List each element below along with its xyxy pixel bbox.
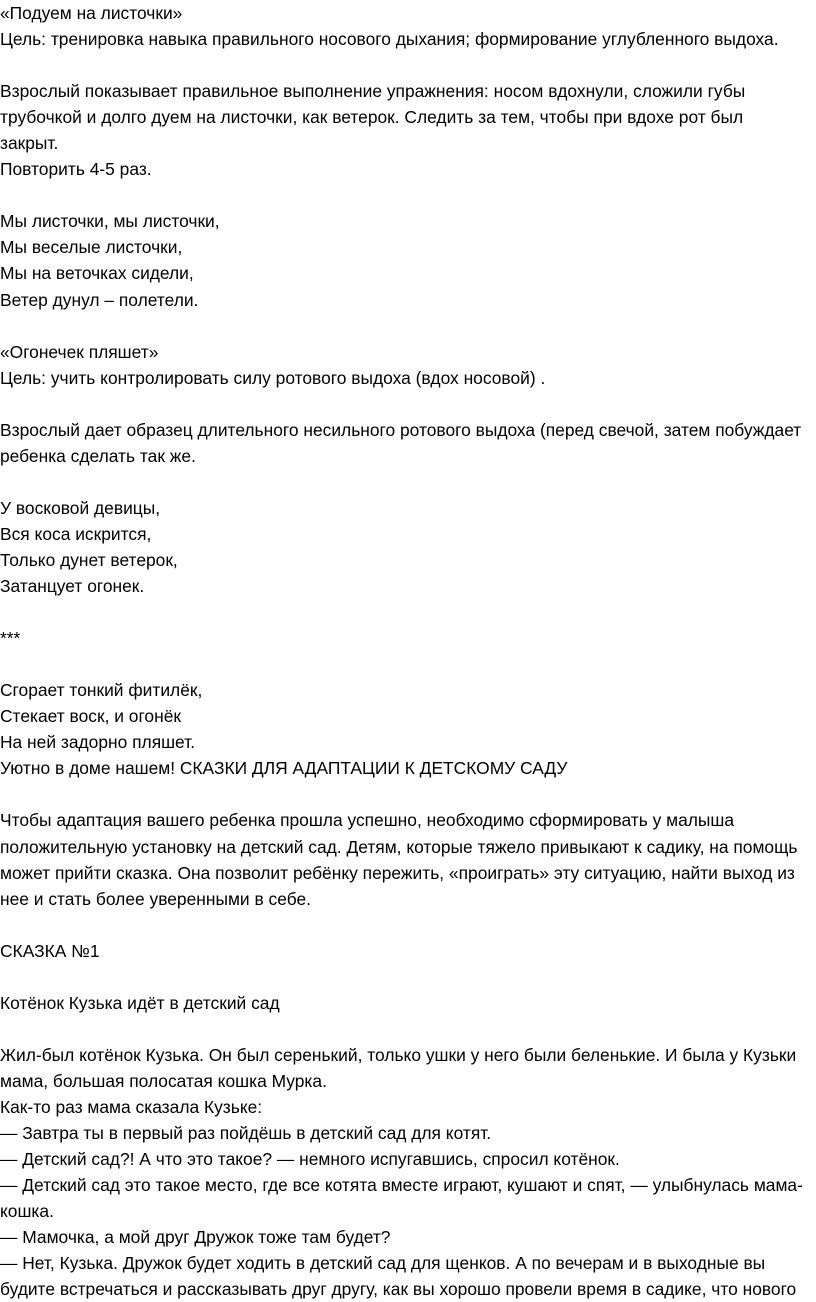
- poem-line: Мы листочки, мы листочки,: [0, 211, 220, 232]
- blank-line: [0, 651, 816, 677]
- exercise-title-flame: «Огонечек пляшет»: [0, 341, 159, 362]
- blank-line: [0, 313, 816, 339]
- paragraph-line: закрыт.: [0, 133, 59, 154]
- blank-line: [0, 52, 816, 78]
- paragraph-line: Взрослый показывает правильное выполнение упражнения: носом вдохнули, сложили губы: [0, 81, 746, 102]
- story-line: — Мамочка, а мой друг Дружок тоже там будет?: [0, 1227, 391, 1248]
- blank-line: [0, 964, 816, 990]
- story-line: — Завтра ты в первый раз пойдёшь в детский сад для котят.: [0, 1123, 492, 1144]
- story-line: Жил-был котёнок Кузька. Он был серенький, только ушки у него были беленькие. И была у Кузьки: [0, 1044, 797, 1065]
- poem-line: Ветер дунул – полетели.: [0, 289, 199, 310]
- paragraph-line: может прийти сказка. Она позволит ребёнку пережить, «проиграть» эту ситуацию, найти выход из: [0, 862, 795, 883]
- poem-line: Сгорает тонкий фитилёк,: [0, 680, 203, 701]
- paragraph-line: положительную установку на детский сад. Детям, которые тяжело привыкают к садику, на помощь: [0, 836, 798, 857]
- poem-line: У восковой девицы,: [0, 497, 161, 518]
- poem-line: Мы на веточках сидели,: [0, 263, 194, 284]
- story-number-heading: СКАЗКА №1: [0, 940, 100, 961]
- story-line: — Нет, Кузька. Дружок будет ходить в детский сад для щенков. А по вечерам и в выходные вы: [0, 1253, 766, 1274]
- poem-line-with-heading: Уютно в доме нашем! СКАЗКИ ДЛЯ АДАПТАЦИИ К ДЕТСКОМУ САДУ: [0, 758, 568, 779]
- poem-line: Затанцует огонек.: [0, 576, 145, 597]
- story-line: кошка.: [0, 1201, 54, 1222]
- exercise-title-leaves: «Подуем на листочки»: [0, 3, 183, 23]
- paragraph-line: Повторить 4-5 раз.: [0, 159, 152, 180]
- paragraph-line: Взрослый дает образец длительного несильного ротового выдоха (перед свечой, затем побуждает: [0, 419, 802, 440]
- poem-line: Мы веселые листочки,: [0, 237, 183, 258]
- exercise-goal-flame: Цель: учить контролировать силу ротового выдоха (вдох носовой) .: [0, 367, 546, 388]
- blank-line: [0, 1016, 816, 1042]
- paragraph-line: ребенка сделать так же.: [0, 445, 196, 466]
- story-line: — Детский сад?! А что это такое? — немного испугавшись, спросил котёнок.: [0, 1149, 620, 1170]
- blank-line: [0, 599, 816, 625]
- section-separator: ***: [0, 628, 21, 649]
- story-line: будите встречаться и рассказывать друг другу, как вы хорошо провели время в садике, что нового: [0, 1279, 797, 1300]
- poem-line: Только дунет ветерок,: [0, 549, 178, 570]
- poem-line: Стекает воск, и огонёк: [0, 706, 181, 727]
- blank-line: [0, 391, 816, 417]
- blank-line: [0, 469, 816, 495]
- story-line: мама, большая полосатая кошка Мурка.: [0, 1070, 327, 1091]
- poem-line: Вся коса искрится,: [0, 523, 152, 544]
- story-line: Как-то раз мама сказала Кузьке:: [0, 1096, 263, 1117]
- story-title: Котёнок Кузька идёт в детский сад: [0, 992, 280, 1013]
- blank-line: [0, 182, 816, 208]
- paragraph-line: трубочкой и долго дуем на листочки, как ветерок. Следить за тем, чтобы при вдохе рот был: [0, 107, 744, 128]
- poem-line: На ней задорно пляшет.: [0, 732, 196, 753]
- paragraph-line: Чтобы адаптация вашего ребенка прошла успешно, необходимо сформировать у малыша: [0, 810, 735, 831]
- blank-line: [0, 912, 816, 938]
- story-line: — Детский сад это такое место, где все котята вместе играют, кушают и спят, — улыбнулась мама-: [0, 1175, 803, 1196]
- exercise-goal-leaves: Цель: тренировка навыка правильного носового дыхания; формирование углубленного выдоха.: [0, 29, 779, 50]
- blank-line: [0, 781, 816, 807]
- paragraph-line: нее и стать более уверенными в себе.: [0, 888, 311, 909]
